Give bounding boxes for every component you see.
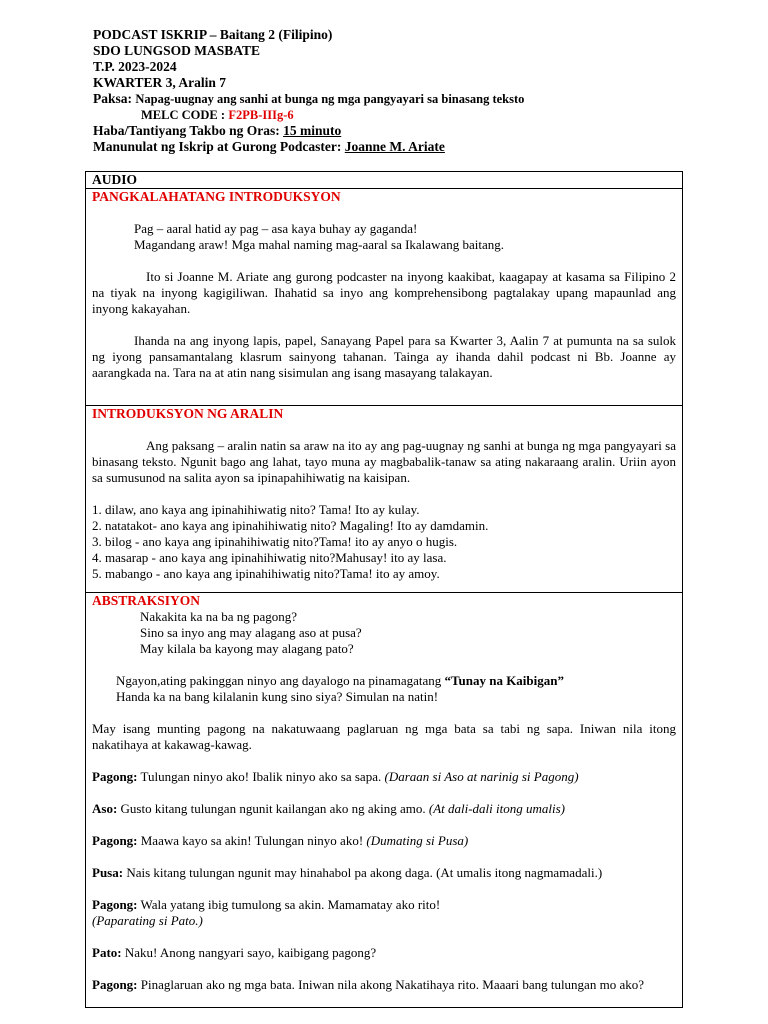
dialogue-text: Nais kitang tulungan ngunit may hinahabol pa akong daga. (At umalis itong nagmamadali.) [123, 865, 603, 880]
intro-line-2: Magandang araw! Mga mahal naming mag-aaral sa Ikalawang baitang. [134, 237, 504, 252]
speaker-label: Pato: [92, 945, 122, 960]
dialogue-text: Pinaglaruan ako ng mga bata. Iniwan nila akong Nakatihaya rito. Maaari bang tulungan mo ako? [137, 977, 644, 992]
intro-paragraph-1: Ito si Joanne M. Ariate ang gurong podcaster na inyong kaakibat, kaagapay at kasama sa Filipino 2 na tiyak na inyong kagigiliwan. Ihahatid sa inyo ang komprehensibong pagtalakay upang mapaunlad ang inyong kakayahan. [92, 269, 676, 316]
abstraksiyon-intro-text: Ngayon,ating pakinggan ninyo ang dayalogo na pinamagatang [116, 673, 445, 688]
paksa-label: Paksa: [93, 91, 133, 106]
paksa-text: Napag-uugnay ang sanhi at bunga ng mga pangyayari sa binasang teksto [135, 92, 525, 106]
stage-direction: (Dumating si Pusa) [366, 833, 469, 848]
speaker-label: Pagong: [92, 769, 138, 784]
story-title: “Tunay na Kaibigan” [444, 673, 564, 688]
speaker-label: Pagong: [92, 977, 138, 992]
dialogue-line [92, 833, 676, 849]
abstraksiyon-question-3: May kilala ba kayong may alagang pato? [140, 641, 354, 656]
speaker-label: Aso: [92, 801, 118, 816]
abstraksiyon-intro-line [92, 673, 676, 689]
dialogue-text: Wala yatang ibig tumulong sa akin. Mamamatay ako rito! [137, 897, 441, 912]
dialogue-text: Maawa kayo sa akin! Tulungan ninyo ako! [137, 833, 367, 848]
speaker-label: Pagong: [92, 897, 138, 912]
melc-code: F2PB-IIIg-6 [228, 108, 294, 122]
dialogue-text: Tulungan ninyo ako! Ibalik ninyo ako sa sapa. [137, 769, 385, 784]
dialogue-line [92, 865, 676, 881]
stage-direction: (Daraan si Aso at narinig si Pagong) [384, 769, 579, 784]
aralin-item: 2. natatakot- ano kaya ang ipinahihiwatig nito? Magaling! Ito ay damdamin. [92, 518, 489, 533]
speaker-label: Pusa: [92, 865, 124, 880]
header-manunulat [93, 139, 693, 155]
section-introduksyon-ng-aralin [86, 406, 683, 593]
manunulat-label: Manunulat ng Iskrip at Gurong Podcaster: [93, 139, 342, 154]
dialogue-line [92, 897, 676, 913]
header-quarter: KWARTER 3, Aralin 7 [93, 75, 227, 90]
dialogue-text: Naku! Anong nangyari sayo, kaibigang pagong? [121, 945, 377, 960]
intro-paragraph-2: Ihanda na ang inyong lapis, papel, Sanayang Papel para sa Kwarter 3, Aalin 7 at pumunta na sa sulok ng iyong pansamantalang klasrum sainyong tahanan. Tainga ay ihanda dahil podcast ni Bb. Joanne ay aarangkada na. Tara na at atin nang sisimulan ang isang masayang talakayan. [92, 333, 676, 380]
audio-script-table [85, 171, 683, 1008]
aralin-item: 4. masarap - ano kaya ang ipinahihiwatig nito?Mahusay! ito ay lasa. [92, 550, 447, 565]
section-pangkalahatang-introduksyon [86, 189, 683, 406]
audio-column-header: AUDIO [86, 172, 683, 189]
dialogue-line [92, 801, 676, 817]
header-haba [93, 123, 693, 139]
haba-value: 15 minuto [283, 123, 342, 138]
header-division: SDO LUNGSOD MASBATE [93, 43, 261, 58]
story-paragraph: May isang munting pagong na nakatuwaang paglaruan ng mga bata sa tabi ng sapa. Iniwan nila itong nakatihaya at kakawag-kawag. [92, 721, 676, 752]
section-title-abstraksiyon: ABSTRAKSIYON [92, 593, 201, 608]
dialogue-line [92, 945, 676, 961]
dialogue-line [92, 977, 676, 993]
aralin-paragraph: Ang paksang – aralin natin sa araw na ito ay ang pag-uugnay ng sanhi at bunga ng mga pangyayari sa binasang teksto. Ngunit bago ang lahat, tayo muna ay magbabalik-tanaw sa ating nakaraang aralin. Uriin ayon sa sumusunod na salita ayon sa ipinapahihiwatig na kaisipan. [92, 438, 676, 485]
intro-line-1: Pag – aaral hatid ay pag – asa kaya buhay ay gaganda! [134, 221, 418, 236]
speaker-label: Pagong: [92, 833, 138, 848]
abstraksiyon-ready-line: Handa ka na bang kilalanin kung sino siya? Simulan na natin! [116, 689, 439, 704]
header-title: PODCAST ISKRIP – Baitang 2 (Filipino) [93, 27, 333, 42]
aralin-item: 1. dilaw, ano kaya ang ipinahihiwatig nito? Tama! Ito ay kulay. [92, 502, 420, 517]
melc-label: MELC CODE : [141, 108, 226, 122]
dialogue-text: Gusto kitang tulungan ngunit kailangan ako ng aking amo. [117, 801, 429, 816]
document-header [93, 27, 693, 155]
haba-label: Haba/Tantiyang Takbo ng Oras: [93, 123, 280, 138]
stage-direction: (At dali-dali itong umalis) [428, 801, 566, 816]
abstraksiyon-question-2: Sino sa inyo ang may alagang aso at pusa? [140, 625, 362, 640]
section-title-intro: PANGKALAHATANG INTRODUKSYON [92, 189, 341, 204]
header-melc [93, 107, 693, 123]
aralin-item: 5. mabango - ano kaya ang ipinahihiwatig nito?Tama! ito ay amoy. [92, 566, 440, 581]
abstraksiyon-question-1: Nakakita ka na ba ng pagong? [140, 609, 298, 624]
header-school-year: T.P. 2023-2024 [93, 59, 177, 74]
header-paksa [93, 91, 693, 107]
manunulat-value: Joanne M. Ariate [344, 139, 445, 154]
dialogue-line [92, 769, 676, 785]
stage-direction: (Paparating si Pato.) [92, 913, 203, 928]
section-abstraksiyon [86, 593, 683, 1008]
aralin-item: 3. bilog - ano kaya ang ipinahihiwatig nito?Tama! ito ay anyo o hugis. [92, 534, 458, 549]
section-title-aralin: INTRODUKSYON NG ARALIN [92, 406, 284, 421]
